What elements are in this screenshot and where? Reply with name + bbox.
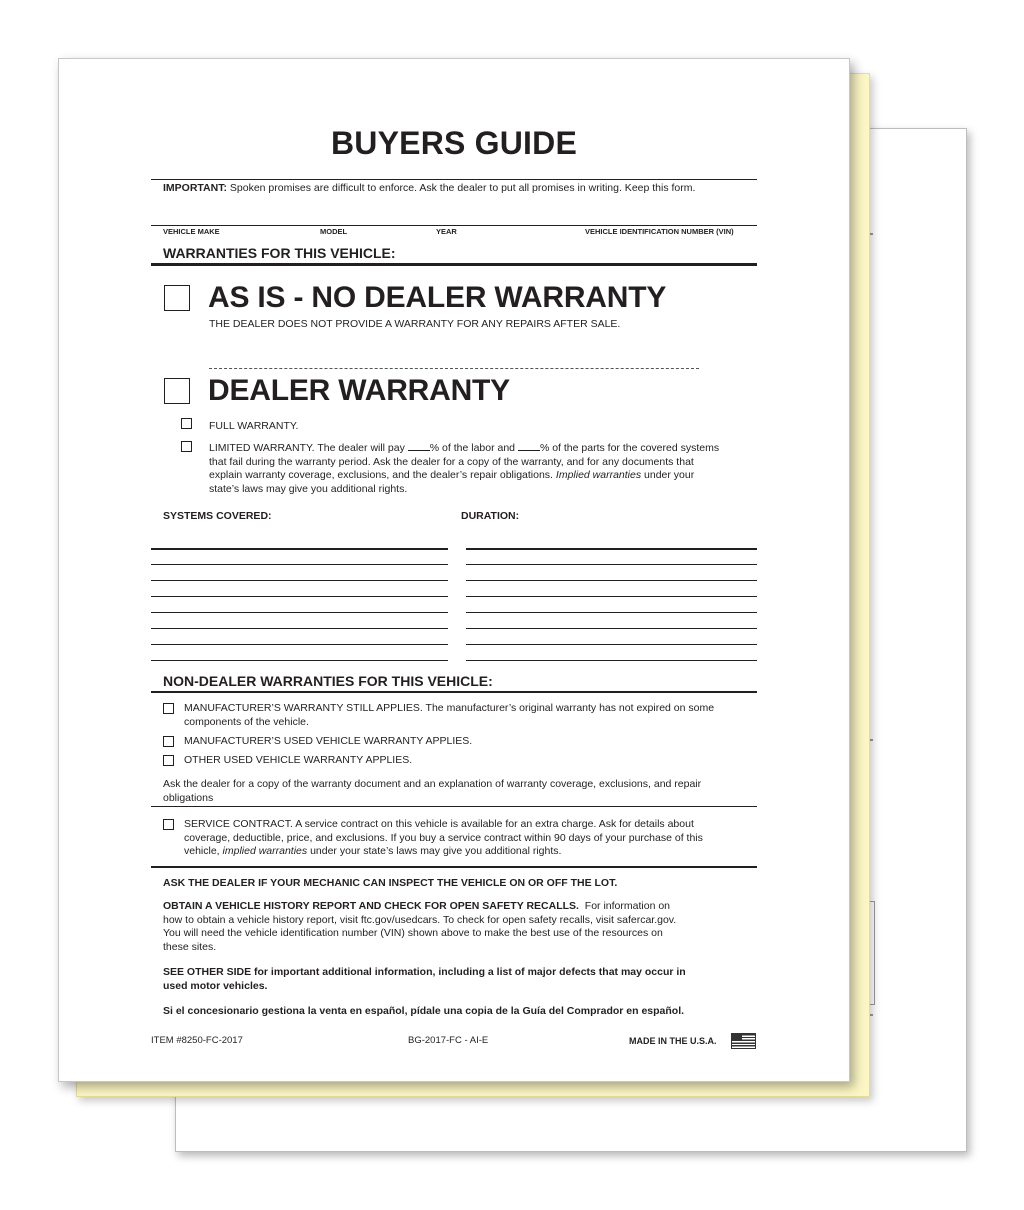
spanish-notice: Si el concesionario gestiona la venta en español, pídale una copia de la Guía del Comprador en español. <box>163 1005 685 1017</box>
systems-line[interactable] <box>151 660 448 661</box>
limited-line3b: Implied warranties <box>555 469 642 481</box>
implied-warranties-italic: implied warranties <box>222 845 308 857</box>
service-contract-text <box>184 818 754 859</box>
limited-line3c: under your <box>644 469 695 481</box>
see-other-side-text <box>163 966 763 993</box>
non-dealer-heading: NON-DEALER WARRANTIES FOR THIS VEHICLE: <box>163 673 493 689</box>
other-used-warranty-checkbox[interactable] <box>163 755 174 766</box>
duration-line[interactable] <box>466 628 757 629</box>
model-label: MODEL <box>320 227 348 236</box>
important-notice <box>163 182 695 195</box>
warranties-heading: WARRANTIES FOR THIS VEHICLE: <box>163 245 396 261</box>
duration-line[interactable] <box>466 580 757 581</box>
systems-covered-label: SYSTEMS COVERED: <box>163 510 272 522</box>
service-contract-checkbox[interactable] <box>163 819 174 830</box>
item-number: ITEM #8250-FC-2017 <box>151 1035 243 1046</box>
made-in-usa: MADE IN THE U.S.A. <box>629 1036 717 1046</box>
systems-line[interactable] <box>151 612 448 613</box>
dashed-separator <box>209 368 699 369</box>
duration-line[interactable] <box>466 564 757 565</box>
limited-line3a: explain warranty coverage, exclusions, and the dealer’s repair obligations. <box>209 469 553 481</box>
buyers-guide-form <box>58 58 850 1082</box>
manufacturer-warranty-checkbox[interactable] <box>163 703 174 714</box>
history-line: how to obtain a vehicle history report, visit ftc.gov/usedcars. To check for open safety recalls, visit safercar.gov. <box>163 913 677 926</box>
limited-warranty-text <box>209 442 769 496</box>
as-is-checkbox[interactable] <box>164 285 190 311</box>
history-line: For information on <box>584 900 671 912</box>
see-other-line: SEE OTHER SIDE for important additional information, including a list of major defects that may occur in <box>163 966 686 978</box>
manufacturer-used-warranty-text: MANUFACTURER’S USED VEHICLE WARRANTY APPLIES. <box>184 735 473 747</box>
vehicle-make-label: VEHICLE MAKE <box>163 227 220 236</box>
inspect-notice: ASK THE DEALER IF YOUR MECHANIC CAN INSPECT THE VEHICLE ON OR OFF THE LOT. <box>163 877 618 889</box>
ask-copy-line: Ask the dealer for a copy of the warranty document and an explanation of warranty coverage, exclusions, and repair <box>163 778 702 790</box>
labor-percent-blank[interactable] <box>408 442 430 451</box>
important-label: IMPORTANT: <box>163 182 227 194</box>
ask-copy-text <box>163 778 753 805</box>
systems-line[interactable] <box>151 548 448 550</box>
duration-line[interactable] <box>466 548 757 550</box>
parts-percent-blank[interactable] <box>518 442 540 451</box>
service-contract-line: SERVICE CONTRACT. A service contract on this vehicle is available for an extra charge. Ask for details about <box>184 818 694 830</box>
limited-warranty-checkbox[interactable] <box>181 441 192 452</box>
non-dealer-item-line: MANUFACTURER’S WARRANTY STILL APPLIES. The manufacturer’s original warranty has not expired on some <box>184 702 715 714</box>
bottom-section-rule <box>151 866 757 868</box>
history-report-text <box>163 900 753 954</box>
service-contract-rule <box>151 806 757 807</box>
systems-line[interactable] <box>151 596 448 597</box>
form-title: BUYERS GUIDE <box>331 125 577 161</box>
title-rule <box>151 179 757 180</box>
year-label: YEAR <box>436 227 457 236</box>
full-warranty-label: FULL WARRANTY. <box>209 420 299 432</box>
us-flag-icon <box>731 1033 756 1049</box>
other-used-warranty-text: OTHER USED VEHICLE WARRANTY APPLIES. <box>184 754 413 766</box>
manufacturer-warranty-text <box>184 702 754 729</box>
history-line: these sites. <box>163 940 217 953</box>
full-warranty-checkbox[interactable] <box>181 418 192 429</box>
systems-line[interactable] <box>151 580 448 581</box>
limited-part2: % of the labor and <box>429 442 516 454</box>
manufacturer-used-warranty-checkbox[interactable] <box>163 736 174 747</box>
ask-copy-line: obligations <box>163 791 214 804</box>
dealer-warranty-checkbox[interactable] <box>164 378 190 404</box>
duration-line[interactable] <box>466 660 757 661</box>
important-text: Spoken promises are difficult to enforce. Ask the dealer to put all promises in writing. Keep this form. <box>229 182 696 194</box>
limited-part3: % of the parts for the covered systems <box>539 442 720 454</box>
non-dealer-item-line: components of the vehicle. <box>184 715 309 728</box>
systems-line[interactable] <box>151 564 448 565</box>
duration-line[interactable] <box>466 612 757 613</box>
limited-line2: that fail during the warranty period. Ask the dealer for a copy of the warranty, and for any documents that <box>209 455 694 468</box>
duration-label: DURATION: <box>461 510 520 522</box>
systems-line[interactable] <box>151 644 448 645</box>
duration-line[interactable] <box>466 644 757 645</box>
vehicle-fields-rule <box>151 225 757 226</box>
dealer-warranty-title: DEALER WARRANTY <box>208 374 510 407</box>
form-code: BG-2017-FC - AI-E <box>408 1035 489 1046</box>
service-contract-line: vehicle, <box>184 845 220 857</box>
see-other-line: used motor vehicles. <box>163 979 268 992</box>
vin-label: VEHICLE IDENTIFICATION NUMBER (VIN) <box>585 227 734 236</box>
as-is-title: AS IS - NO DEALER WARRANTY <box>208 281 667 314</box>
history-line: You will need the vehicle identification number (VIN) shown above to make the best use of the resources on <box>163 927 663 939</box>
limited-part1: LIMITED WARRANTY. The dealer will pay <box>209 442 405 454</box>
duration-line[interactable] <box>466 596 757 597</box>
history-bold: OBTAIN A VEHICLE HISTORY REPORT AND CHECK FOR OPEN SAFETY RECALLS. <box>163 900 579 912</box>
as-is-text: THE DEALER DOES NOT PROVIDE A WARRANTY FOR ANY REPAIRS AFTER SALE. <box>209 318 621 330</box>
service-contract-line: under your state’s laws may give you additional rights. <box>310 845 562 857</box>
non-dealer-rule <box>151 691 757 693</box>
warranties-rule <box>151 263 757 266</box>
service-contract-line: coverage, deductible, price, and exclusions. If you buy a service contract within 90 days of your purchase of this <box>184 831 703 844</box>
limited-line4: state’s laws may give you additional rights. <box>209 482 408 495</box>
systems-line[interactable] <box>151 628 448 629</box>
